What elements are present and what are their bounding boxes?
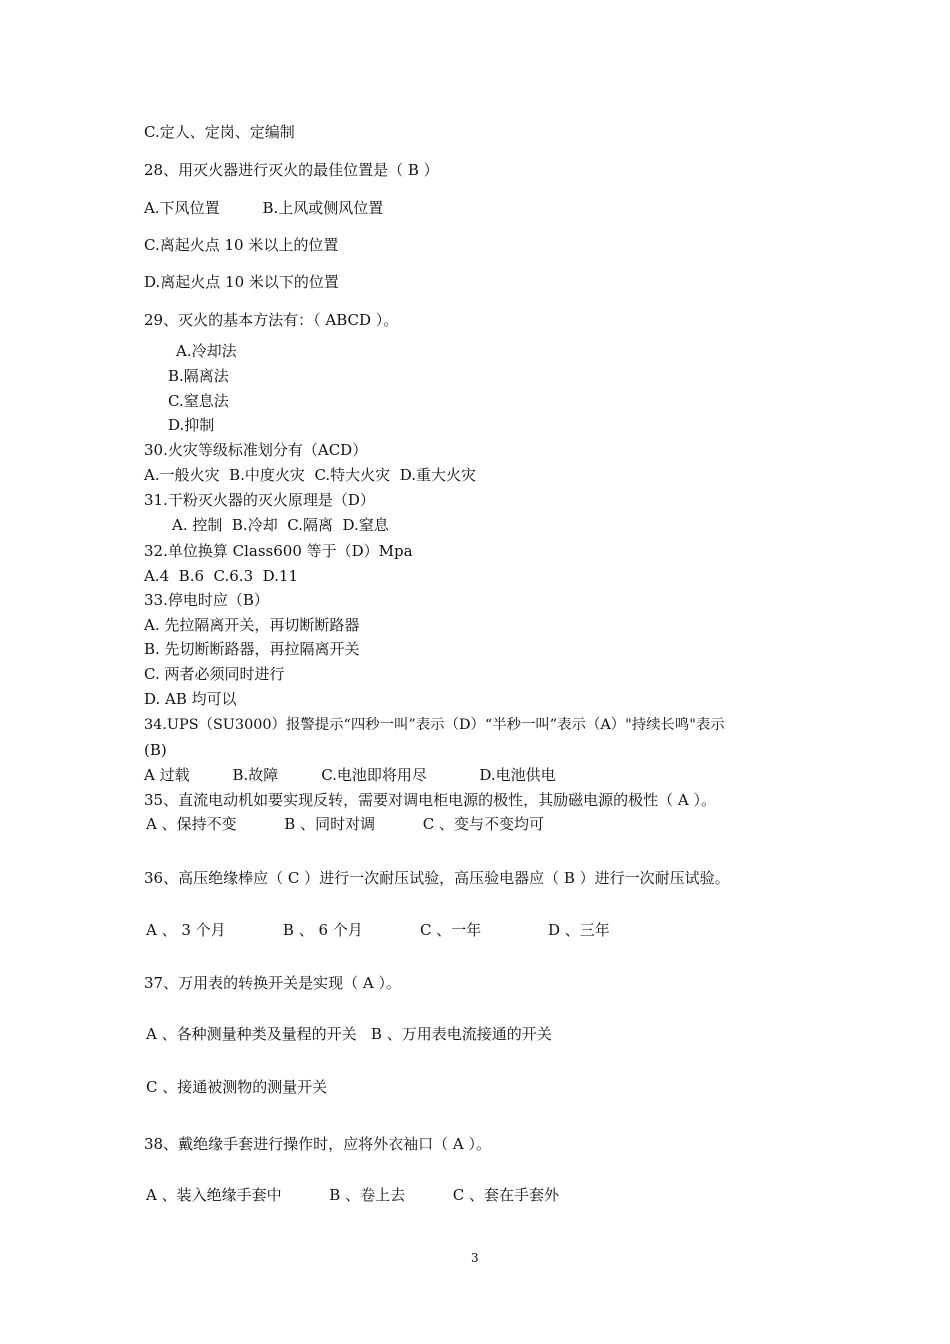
question-36: 36、高压绝缘棒应（ C ）进行一次耐压试验，高压验电器应（ B ）进行一次耐压试验。 — [144, 869, 730, 887]
option-line: B. 先切断断路器，再拉隔离开关 — [144, 640, 360, 658]
option-line: C 、接通被测物的测量开关 — [146, 1078, 328, 1096]
text-line: C.定人、定岗、定编制 — [144, 123, 295, 141]
option-line: D.离起火点 10 米以下的位置 — [144, 273, 339, 291]
question-29: 29、灭火的基本方法有：（ ABCD ）。 — [144, 311, 399, 329]
option-line: A.下风位置 B.上风或侧风位置 — [144, 199, 384, 217]
question-34-continued: (B) — [144, 741, 167, 759]
option-line: A 、 3 个月 B 、 6 个月 C 、一年 D 、三年 — [146, 921, 610, 939]
option-line: A. 控制 B.冷却 C.隔离 D.窒息 — [172, 516, 389, 534]
question-33: 33.停电时应（B） — [144, 591, 269, 609]
question-37: 37、万用表的转换开关是实现（ A ）。 — [144, 974, 401, 992]
option-line: A.冷却法 — [176, 342, 237, 360]
option-line: A.4 B.6 C.6.3 D.11 — [144, 567, 298, 585]
question-34: 34.UPS（SU3000）报警提示“四秒一叫”表示（D）“半秒一叫”表示（A）"持续长鸣"表示 — [144, 717, 725, 733]
option-line: C.离起火点 10 米以上的位置 — [144, 236, 339, 254]
question-31: 31.干粉灭火器的灭火原理是（D） — [144, 491, 375, 509]
option-line: B.隔离法 — [168, 367, 229, 385]
question-30: 30.火灾等级标准划分有（ACD） — [144, 441, 368, 459]
option-line: A 过载 B.故障 C.电池即将用尽 D.电池供电 — [144, 766, 556, 784]
option-line: A 、各种测量种类及量程的开关 B 、万用表电流接通的开关 — [146, 1025, 552, 1043]
question-38: 38、戴绝缘手套进行操作时，应将外衣袖口（ A ）。 — [144, 1135, 491, 1153]
option-line: A. 先拉隔离开关，再切断断路器 — [144, 616, 360, 634]
page-number: 3 — [471, 1251, 479, 1265]
question-28: 28、用灭火器进行灭火的最佳位置是（ B ） — [144, 161, 439, 179]
option-line: D.抑制 — [168, 416, 215, 434]
question-35: 35、直流电动机如要实现反转，需要对调电柜电源的极性，其励磁电源的极性（ A ）。 — [144, 791, 716, 809]
option-line: A 、装入绝缘手套中 B 、卷上去 C 、套在手套外 — [146, 1186, 559, 1204]
option-line: A 、保持不变 B 、同时对调 C 、变与不变均可 — [146, 815, 544, 833]
option-line: C.窒息法 — [168, 392, 229, 410]
option-line: D. AB 均可以 — [144, 690, 237, 708]
option-line: A.一般火灾 B.中度火灾 C.特大火灾 D.重大火灾 — [144, 466, 476, 484]
question-32: 32.单位换算 Class600 等于（D）Mpa — [144, 542, 413, 560]
option-line: C. 两者必须同时进行 — [144, 665, 285, 683]
